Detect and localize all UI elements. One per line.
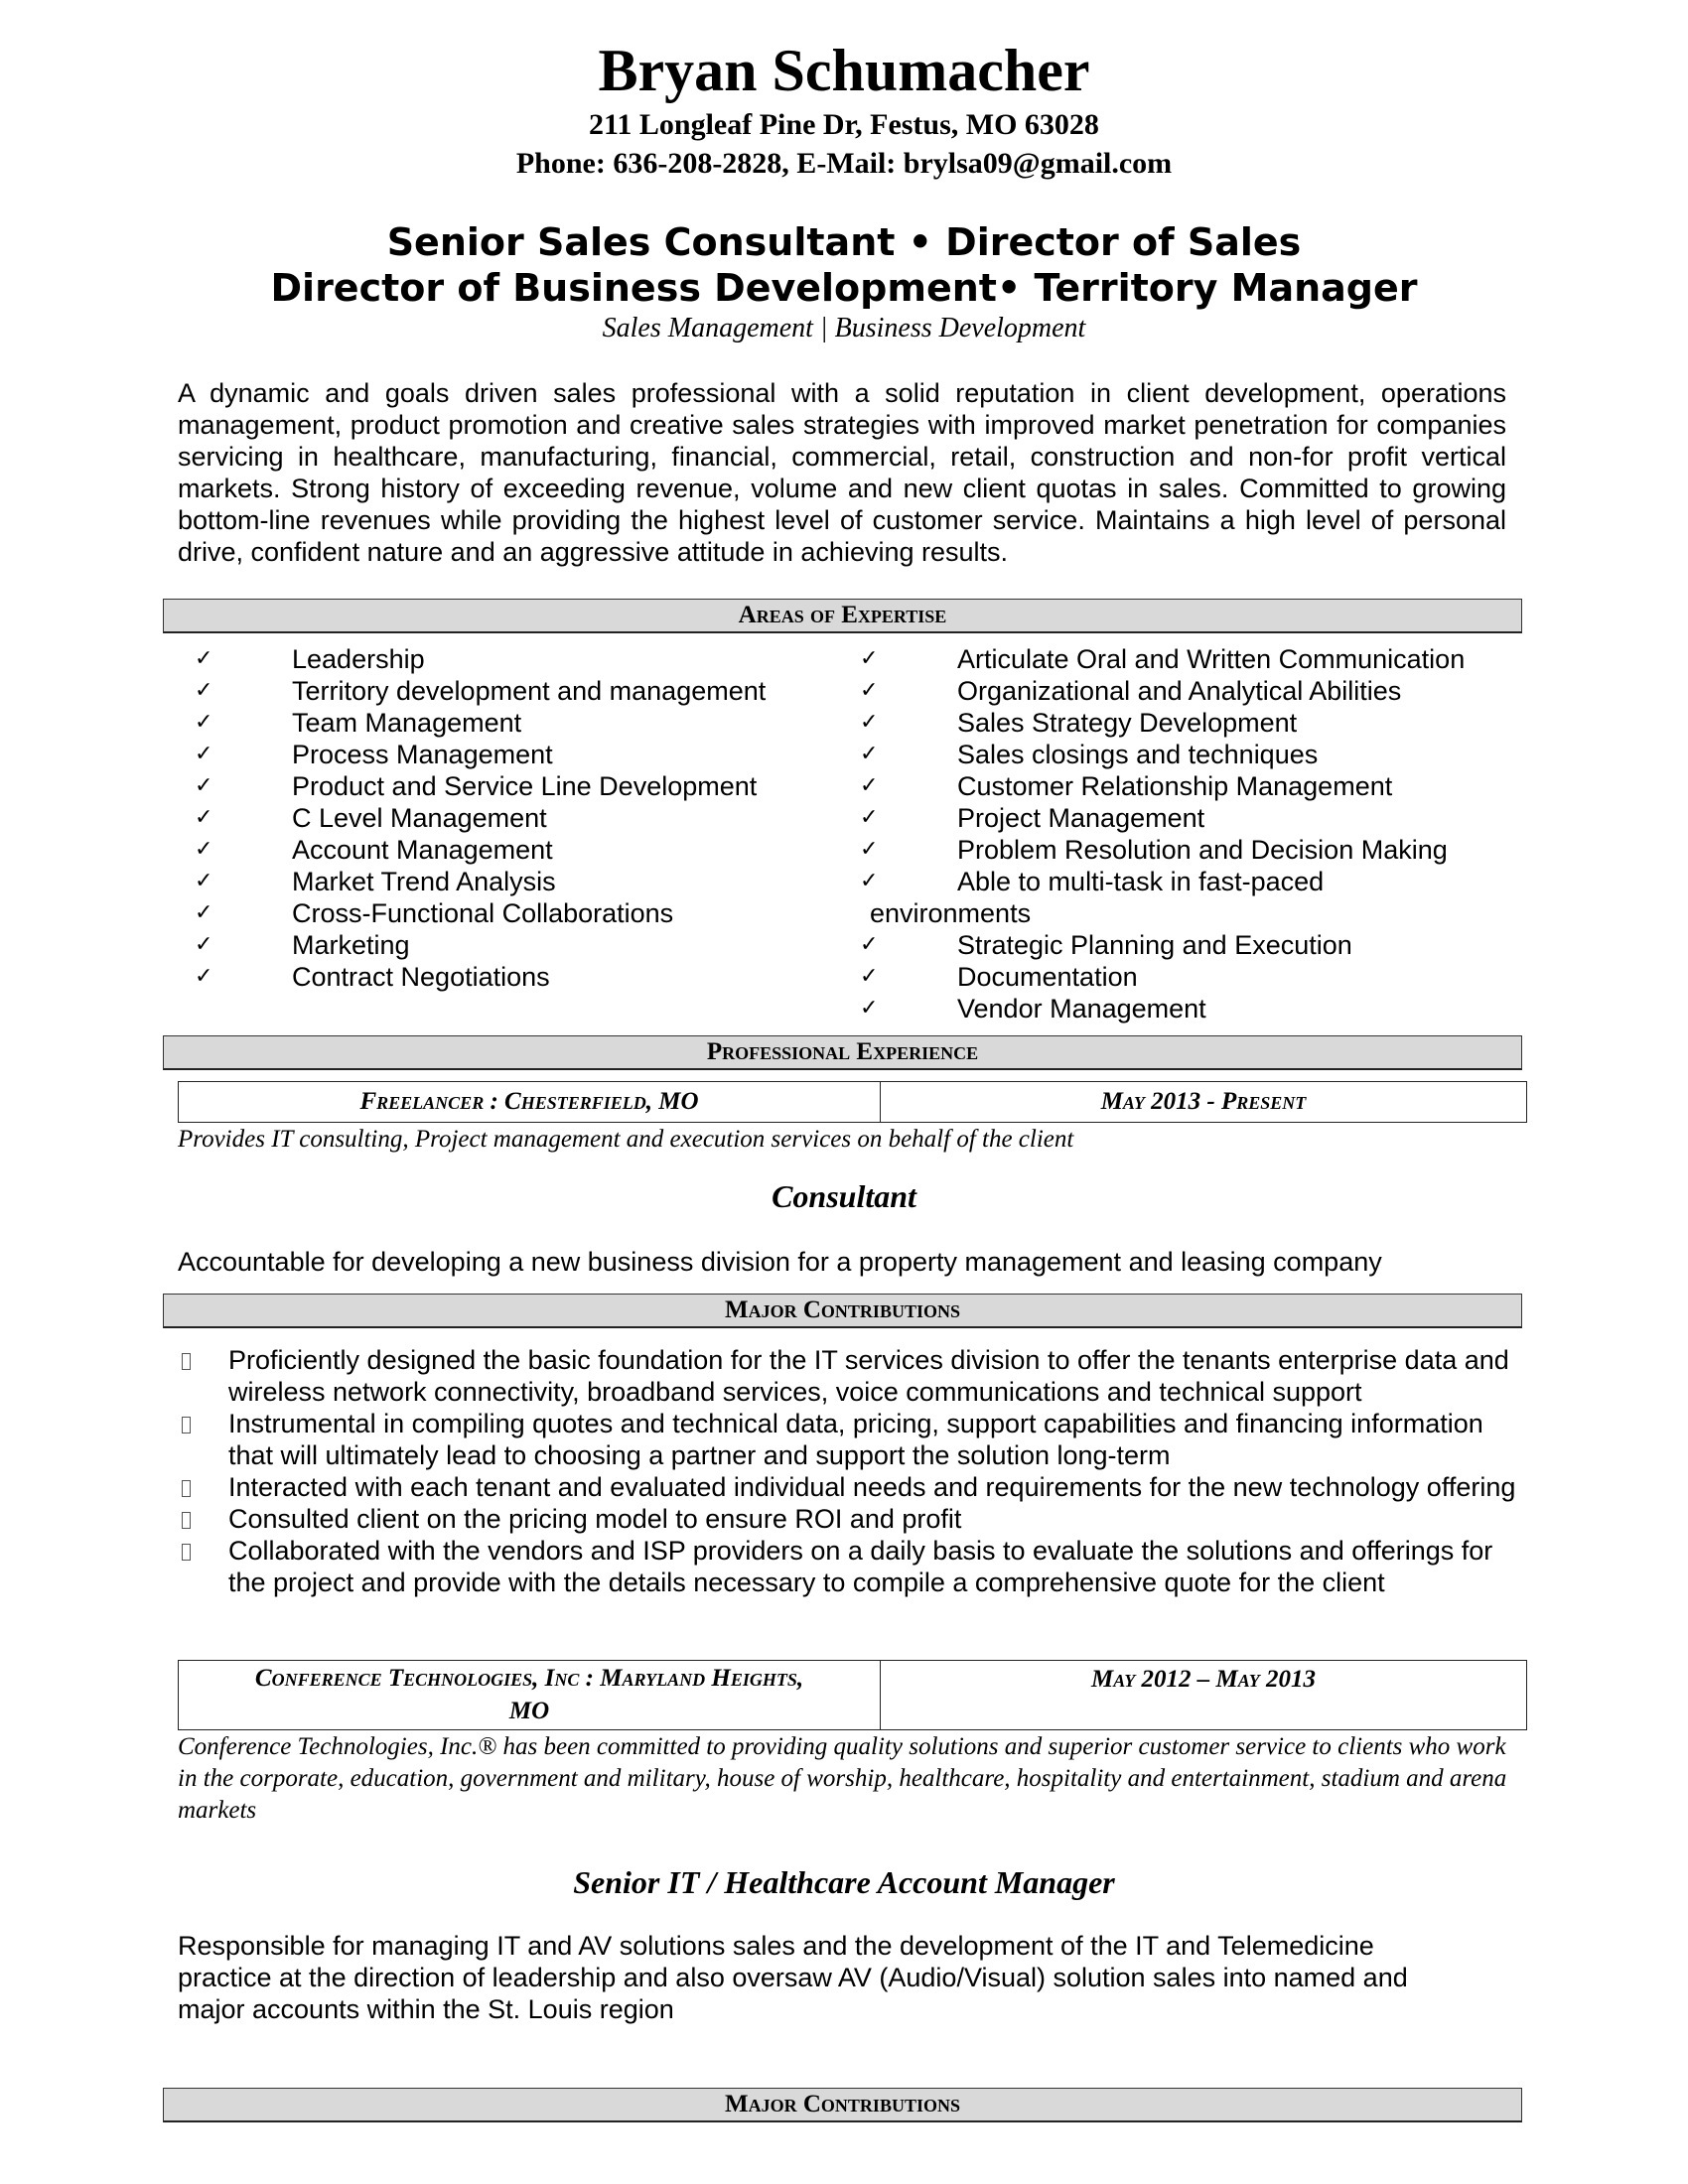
expertise-item xyxy=(860,770,1495,802)
contributions-list xyxy=(178,1344,1518,1598)
check-icon: ✓ xyxy=(195,869,213,893)
contribution-text: Proficiently designed the basic foundation for the IT services division to offer the tenants enterprise data and wireless network connectivity, broadband services, voice communications and technical support xyxy=(228,1345,1509,1407)
expertise-item xyxy=(195,897,830,929)
contribution-text: Interacted with each tenant and evaluated individual needs and requirements for the new technology offering xyxy=(228,1472,1516,1502)
expertise-label: Documentation xyxy=(957,962,1138,992)
section-header-expertise: Areas of Expertise xyxy=(163,599,1522,633)
job-dates: May 2012 – May 2013 xyxy=(1091,1666,1316,1693)
contribution-text: Collaborated with the vendors and ISP providers on a daily basis to evaluate the solutions and offerings for the project and provide with the details necessary to compile a comprehensive quote for the client xyxy=(228,1536,1493,1597)
check-icon: ✓ xyxy=(860,646,879,671)
contribution-item xyxy=(178,1471,1518,1503)
check-icon: ✓ xyxy=(860,932,879,957)
check-icon: ✓ xyxy=(860,869,879,893)
expertise-item xyxy=(860,929,1495,961)
expertise-right-list xyxy=(860,643,1495,1024)
expertise-item xyxy=(860,802,1495,834)
subtitle: Sales Management | Business Development xyxy=(602,313,1086,343)
address: 211 Longleaf Pine Dr, Festus, MO 63028 xyxy=(589,108,1099,141)
check-icon: ✓ xyxy=(195,837,213,862)
expertise-item xyxy=(195,770,830,802)
contribution-item xyxy=(178,1535,1518,1598)
candidate-name: Bryan Schumacher xyxy=(598,38,1090,103)
expertise-label: C Level Management xyxy=(292,803,547,833)
expertise-label: Marketing xyxy=(292,930,410,960)
expertise-item xyxy=(195,643,830,675)
contact-info: Phone: 636-208-2828, E-Mail: brylsa09@gmail.com xyxy=(515,147,1173,180)
expertise-label: Organizational and Analytical Abilities xyxy=(957,676,1402,706)
bullet-icon xyxy=(182,1480,191,1497)
expertise-label: Able to multi-task in fast-paced xyxy=(957,867,1325,896)
expertise-item xyxy=(195,866,830,897)
expertise-item xyxy=(860,675,1495,707)
expertise-item xyxy=(195,961,830,993)
expertise-label: Problem Resolution and Decision Making xyxy=(957,835,1448,865)
expertise-wrap-text: environments xyxy=(870,898,1032,928)
job-header xyxy=(178,1660,1527,1730)
bullet-icon xyxy=(182,1512,191,1529)
check-icon: ✓ xyxy=(860,710,879,735)
bullet-icon xyxy=(182,1353,191,1370)
expertise-item xyxy=(195,739,830,770)
check-icon: ✓ xyxy=(195,678,213,703)
check-icon: ✓ xyxy=(195,773,213,798)
expertise-label: Account Management xyxy=(292,835,553,865)
section-header-contributions: Major Contributions xyxy=(163,2088,1522,2122)
title-line-1: Senior Sales Consultant • Director of Sales xyxy=(386,220,1302,264)
expertise-label: Articulate Oral and Written Communication xyxy=(957,644,1466,674)
expertise-label: Cross-Functional Collaborations xyxy=(292,898,674,928)
check-icon: ✓ xyxy=(860,678,879,703)
contribution-text: Instrumental in compiling quotes and technical data, pricing, support capabilities and financing information that will ultimately lead to choosing a partner and support the solution long-term xyxy=(228,1409,1483,1470)
expertise-item xyxy=(860,707,1495,739)
check-icon: ✓ xyxy=(860,742,879,766)
expertise-item xyxy=(860,993,1495,1024)
job-description: Conference Technologies, Inc.® has been committed to providing quality solutions and superior customer service to clients who work in the corporate, education, government and military, house of worship, healthcare, hospitality and entertainment, stadium and arena markets xyxy=(178,1733,1507,1824)
title-line-2: Director of Business Development• Territory Manager xyxy=(270,266,1418,310)
check-icon: ✓ xyxy=(195,964,213,989)
summary: A dynamic and goals driven sales professional with a solid reputation in client development, operations management, product promotion and creative sales strategies with improved market penetration for companies servicing in healthcare, manufacturing, financial, commercial, retail, construction and non-for profit vertical markets. Strong history of exceeding revenue, volume and new client quotas in sales. Committed to growing bottom-line revenues while providing the highest level of customer service. Maintains a high level of personal drive, confident nature and an aggressive attitude in achieving results. xyxy=(178,378,1506,567)
contribution-text: Consulted client on the pricing model to ensure ROI and profit xyxy=(228,1504,962,1534)
contribution-item xyxy=(178,1344,1518,1408)
expertise-label: Customer Relationship Management xyxy=(957,771,1393,801)
contribution-item xyxy=(178,1408,1518,1471)
expertise-item xyxy=(860,866,1495,897)
check-icon: ✓ xyxy=(860,805,879,830)
check-icon: ✓ xyxy=(860,773,879,798)
job-role: Senior IT / Healthcare Account Manager xyxy=(573,1864,1115,1900)
expertise-label: Project Management xyxy=(957,803,1205,833)
job-company: Freelancer : Chesterfield, MO xyxy=(179,1082,881,1122)
expertise-label: Vendor Management xyxy=(957,994,1206,1024)
job-responsibility: Accountable for developing a new business division for a property management and leasing company xyxy=(178,1247,1382,1277)
expertise-item xyxy=(195,834,830,866)
check-icon: ✓ xyxy=(195,805,213,830)
contribution-item xyxy=(178,1503,1518,1535)
check-icon: ✓ xyxy=(195,646,213,671)
section-header-contributions: Major Contributions xyxy=(163,1294,1522,1328)
expertise-item xyxy=(195,675,830,707)
expertise-item xyxy=(860,739,1495,770)
expertise-item xyxy=(860,834,1495,866)
expertise-label: Sales closings and techniques xyxy=(957,740,1319,769)
job-description: Provides IT consulting, Project management and execution services on behalf of the client xyxy=(178,1126,1074,1153)
check-icon: ✓ xyxy=(195,742,213,766)
job-header xyxy=(178,1081,1527,1123)
expertise-left-list xyxy=(195,643,830,993)
expertise-item xyxy=(195,802,830,834)
section-header-experience: Professional Experience xyxy=(163,1035,1522,1070)
expertise-label: Sales Strategy Development xyxy=(957,708,1298,738)
expertise-label: Process Management xyxy=(292,740,553,769)
job-dates: May 2013 - Present xyxy=(1100,1088,1307,1115)
check-icon: ✓ xyxy=(860,996,879,1021)
expertise-label: Leadership xyxy=(292,644,425,674)
expertise-label: Contract Negotiations xyxy=(292,962,550,992)
expertise-item xyxy=(195,707,830,739)
job-company: Conference Technologies, Inc : Maryland Heights, MO xyxy=(179,1661,881,1729)
expertise-item xyxy=(860,643,1495,675)
check-icon: ✓ xyxy=(195,932,213,957)
expertise-label: Strategic Planning and Execution xyxy=(957,930,1352,960)
expertise-item xyxy=(195,929,830,961)
check-icon: ✓ xyxy=(860,964,879,989)
expertise-label: Market Trend Analysis xyxy=(292,867,556,896)
check-icon: ✓ xyxy=(860,837,879,862)
bullet-icon xyxy=(182,1544,191,1561)
job-responsibility: Responsible for managing IT and AV solutions sales and the development of the IT and Telemedicine practice at the direction of leadership and also oversaw AV (Audio/Visual) solution sales into named and major accounts within the St. Louis region xyxy=(178,1931,1408,2024)
expertise-item xyxy=(860,961,1495,993)
check-icon: ✓ xyxy=(195,900,213,925)
bullet-icon xyxy=(182,1417,191,1433)
expertise-label: Product and Service Line Development xyxy=(292,771,758,801)
job-role: Consultant xyxy=(772,1178,916,1214)
expertise-label: Territory development and management xyxy=(292,676,767,706)
check-icon: ✓ xyxy=(195,710,213,735)
expertise-label: Team Management xyxy=(292,708,522,738)
